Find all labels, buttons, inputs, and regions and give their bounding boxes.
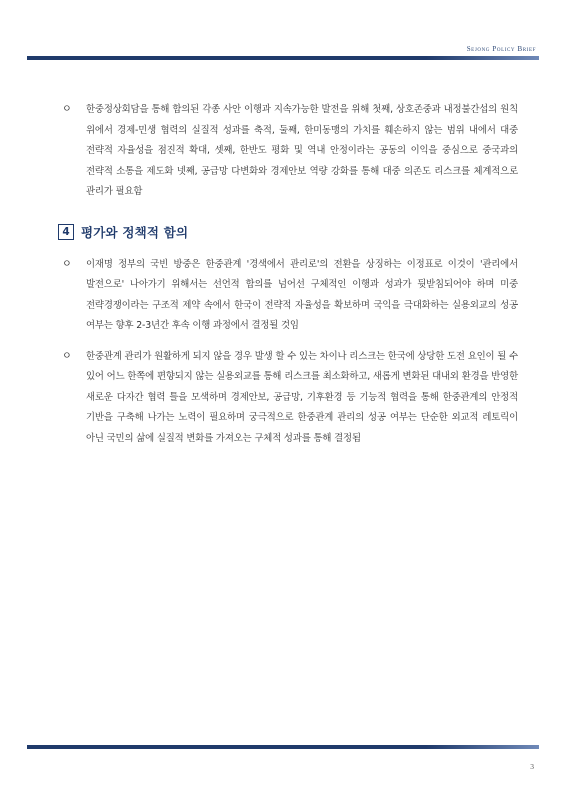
paragraph-text: 이재명 정부의 국빈 방중은 한중관계 '경색에서 관리로'의 전환을 상징하는 이정표로 이것이 '관리에서 발전으로' 나아가기 위해서는 선언적 합의를 넘어선 구체적인 이행과 성과가 뒷받침되어야 하며 미중 전략경쟁이라는 구조적 제약 속에서 한국이 전략적 자율성을 확보하며 국익을 극대화하는 실용외교의 성공 여부는 향후 2-3년간 후속 이행 과정에서 결정될 것임 [86, 258, 518, 331]
page-number: 3 [530, 762, 534, 771]
intro-paragraph [62, 100, 518, 203]
bullet-mark: ㅇ [62, 104, 72, 115]
footer-rule [27, 745, 539, 749]
header-brand: Sejong Policy Brief [466, 45, 536, 53]
list-item [62, 347, 518, 450]
section-number: 4 [58, 224, 74, 240]
section-title: 평가와 정책적 함의 [81, 224, 189, 240]
header-rule [27, 56, 539, 60]
list-item [62, 255, 518, 337]
document-body [62, 100, 518, 459]
bullet-mark: ㅇ [62, 258, 72, 270]
section-heading [58, 223, 518, 241]
paragraph-text: 한중관계 관리가 원활하게 되지 않을 경우 발생 할 수 있는 차이나 리스크는 한국에 상당한 도전 요인이 될 수 있어 어느 한쪽에 편향되지 않는 실용외교를 통해 리스크를 최소화하고, 새롭게 변화된 대내외 환경을 반영한 새로운 다자간 협력 틀을 모색하며 경제안보, 공급망, 기후환경 등 기능적 협력을 통해 한중관계의 안정적 기반을 구축해 나가는 노력이 필요하며 궁극적으로 한중관계 관리의 성공 여부는 단순한 외교적 레토릭이 아닌 국민의 삶에 실질적 변화를 가져오는 구체적 성과를 통해 결정됨 [86, 350, 518, 444]
paragraph-text: 한중정상회담을 통해 합의된 각종 사안 이행과 지속가능한 발전을 위해 첫째, 상호존중과 내정불간섭의 원칙 위에서 경제-민생 협력의 실질적 성과를 축적, 둘째, 한미동맹의 가치를 훼손하지 않는 범위 내에서 대중 전략적 자율성을 점진적 확대, 셋째, 한반도 평화 및 역내 안정이라는 공동의 이익을 중심으로 중국과의 전략적 소통을 제도화 넷째, 공급망 다변화와 경제안보 역량 강화를 통해 대중 의존도 리스크를 체계적으로 관리가 필요함 [86, 104, 518, 197]
bullet-mark: ㅇ [62, 350, 72, 362]
